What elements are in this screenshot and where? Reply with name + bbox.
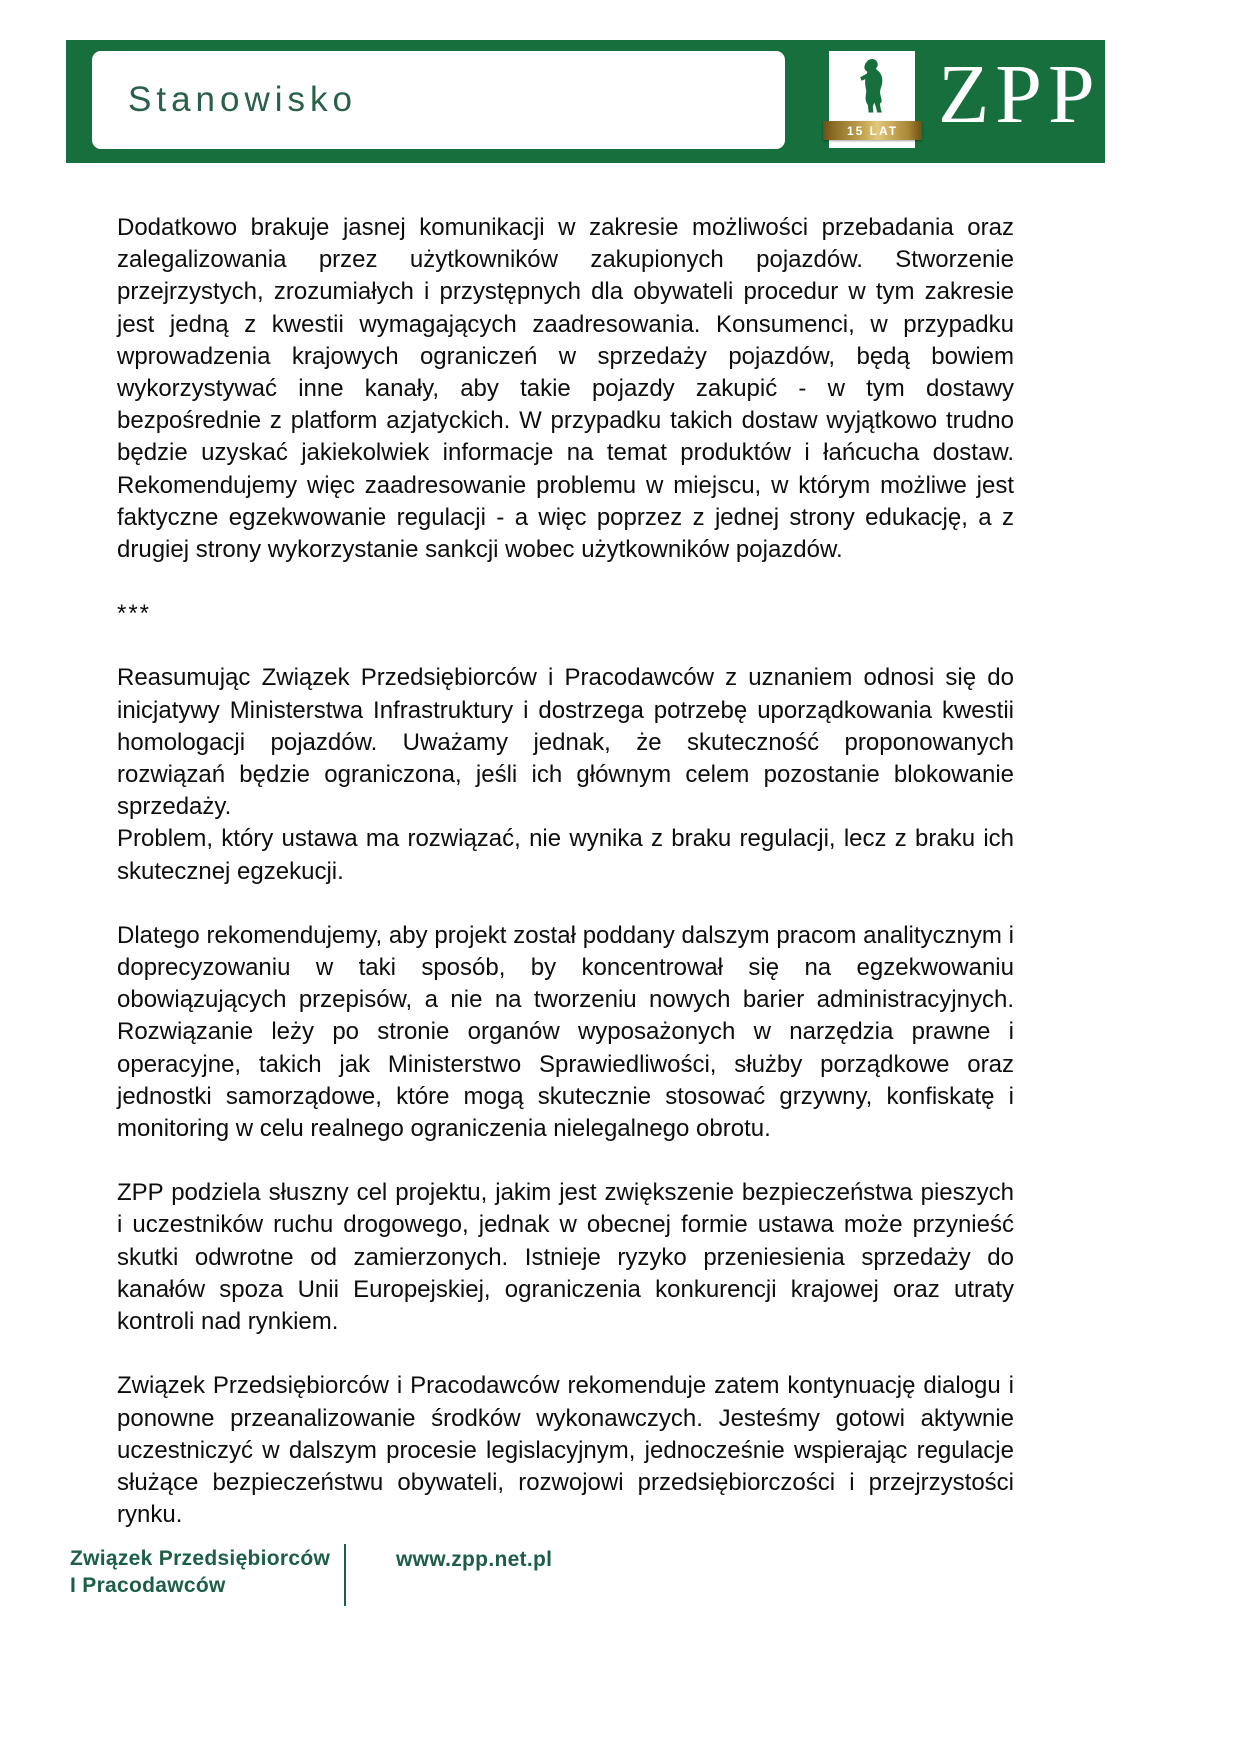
paragraph-5: ZPP podziela słuszny cel projektu, jakim jest zwiększenie bezpieczeństwa pieszych i uczestników ruchu drogowego, jednak w obecnej formie ustawa może przynieść skutki odwrotne od zamierzonych. Istnieje ryzyko przeniesienia sprzedaży do kanałów spoza Unii Europejskiej, ograniczenia konkurencji krajowej oraz utraty kontroli nad rynkiem. [117, 1179, 1014, 1336]
paragraph-3: Problem, który ustawa ma rozwiązać, nie wynika z braku regulacji, lecz z braku ich skutecznej egzekucji. [117, 825, 1014, 885]
paragraph-2: Reasumując Związek Przedsiębiorców i Pracodawców z uznaniem odnosi się do inicjatywy Ministerstwa Infrastruktury i dostrzega potrzebę uporządkowania kwestii homologacji pojazdów. Uważamy jednak, że skuteczność proponowanych rozwiązań będzie ograniczona, jeśli ich głównym celem pozostanie blokowanie sprzedaży. [117, 664, 1014, 821]
document-body [117, 212, 1014, 1531]
anniversary-badge-label: 15 LAT [846, 123, 899, 138]
anniversary-badge [823, 121, 922, 140]
org-abbr-logo: ZPP [938, 48, 1101, 141]
footer-org-line2: I Pracodawców [70, 1574, 226, 1597]
footer-website-link[interactable]: www.zpp.net.pl [396, 1548, 553, 1571]
section-separator: *** [117, 600, 152, 628]
paragraph-6: Związek Przedsiębiorców i Pracodawców rekomenduje zatem kontynuację dialogu i ponowne przeanalizowanie środków wykonawczych. Jesteśmy gotowi aktywnie uczestniczyć w dalszym procesie legislacyjnym, jednocześnie wspierając regulacje służące bezpieczeństwu obywateli, rozwojowi przedsiębiorczości i przejrzystości rynku. [117, 1372, 1014, 1529]
paragraph-4: Dlatego rekomendujemy, aby projekt został poddany dalszym pracom analitycznym i doprecyzowaniu w taki sposób, by koncentrował się na egzekwowaniu obowiązujących przepisów, a nie na tworzeniu nowych barier administracyjnych. Rozwiązanie leży po stronie organów wyposażonych w narzędzia prawne i operacyjne, takich jak Ministerstwo Sprawiedliwości, służby porządkowe oraz jednostki samorządowe, które mogą skutecznie stosować grzywny, konfiskatę i monitoring w celu realnego ograniczenia nielegalnego obrotu. [117, 921, 1014, 1143]
header-bar [66, 40, 1105, 163]
title-box [92, 51, 785, 149]
footer-org-name [70, 1545, 330, 1599]
page-title: Stanowisko [128, 80, 357, 119]
footer-divider [344, 1544, 346, 1606]
paragraph-1: Dodatkowo brakuje jasnej komunikacji w zakresie możliwości przebadania oraz zalegalizowania przez użytkowników zakupionych pojazdów. Stworzenie przejrzystych, zrozumiałych i przystępnych dla obywateli procedur w tym zakresie jest jedną z kwestii wymagających zaadresowania. Konsumenci, w przypadku wprowadzenia krajowych ograniczeń w sprzedaży pojazdów, będą bowiem wykorzystywać inne kanały, aby takie pojazdy zakupić - w tym dostawy bezpośrednie z platform azjatyckich. W przypadku takich dostaw wyjątkowo trudno będzie uzyskać jakiekolwiek informacje na temat produktów i łańcucha dostaw. Rekomendujemy więc zaadresowanie problemu w miejscu, w którym możliwe jest faktyczne egzekwowanie regulacji - a więc poprzez z jednej strony edukację, a z drugiej strony wykorzystanie sankcji wobec użytkowników pojazdów. [117, 214, 1014, 564]
footer-org-line1: Związek Przedsiębiorców [70, 1547, 331, 1570]
footer [0, 1540, 1242, 1620]
